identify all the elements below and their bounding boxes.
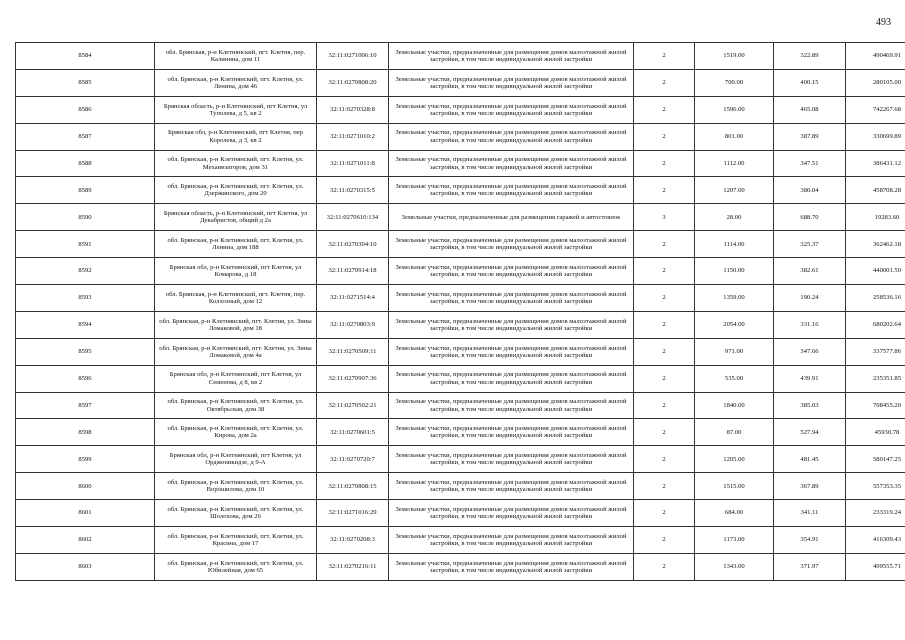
area-cell: 971.00 — [695, 338, 774, 365]
land-use-cell: Земельные участки, предназначенные для размещения домов малоэтажной жилой застройки, в том числе индивидуальной жилой застройки — [389, 419, 634, 446]
row-number: 8590 — [16, 204, 155, 231]
area-cell: 700.00 — [695, 69, 774, 96]
address-cell: Брянская обл, р-н Клетнянский, пгт Клетня, ул Орджоникидзе, д 9-А — [155, 446, 317, 473]
cadastral-number-cell: 32:11:0270304:10 — [317, 231, 389, 258]
group-cell: 2 — [634, 123, 695, 150]
specific-value-cell: 382.61 — [774, 258, 846, 285]
table-row — [16, 96, 905, 123]
cadastral-number-cell: 32:11:0270808:15 — [317, 473, 389, 500]
area-cell: 684.00 — [695, 500, 774, 527]
land-use-cell: Земельные участки, предназначенные для размещения домов малоэтажной жилой застройки, в том числе индивидуальной жилой застройки — [389, 338, 634, 365]
row-number: 8588 — [16, 150, 155, 177]
address-cell: обл. Брянская, р-н Клетнянский, пгт. Клетня, ул. Ленина, дом 46 — [155, 69, 317, 96]
cadastral-value-cell: 580147.25 — [846, 446, 905, 473]
area-cell: 1205.00 — [695, 446, 774, 473]
address-cell: обл. Брянская, р-н Клетнянский, пгт. Клетня, пер. Колхозный, дом 12 — [155, 285, 317, 312]
land-use-cell: Земельные участки, предназначенные для размещения гаражей и автостоянок — [389, 204, 634, 231]
area-cell: 1173.00 — [695, 527, 774, 554]
area-cell: 28.00 — [695, 204, 774, 231]
row-number: 8591 — [16, 231, 155, 258]
table-row — [16, 419, 905, 446]
cadastral-number-cell: 32:11:0270610:134 — [317, 204, 389, 231]
group-cell: 2 — [634, 527, 695, 554]
cadastral-number-cell: 32:11:0270907:36 — [317, 365, 389, 392]
cadastral-value-cell: 490469.91 — [846, 43, 905, 70]
address-cell: Брянская обл, р-н Клетнянский, пгт Клетня, ул Семенова, д 8, кв 2 — [155, 365, 317, 392]
land-use-cell: Земельные участки, предназначенные для размещения домов малоэтажной жилой застройки, в том числе индивидуальной жилой застройки — [389, 285, 634, 312]
row-number: 8584 — [16, 43, 155, 70]
address-cell: Брянская область, р-н Клетнянский, пгт Клетня, ул Туполева, д 5, кв 2 — [155, 96, 317, 123]
land-use-cell: Земельные участки, предназначенные для размещения домов малоэтажной жилой застройки, в том числе индивидуальной жилой застройки — [389, 43, 634, 70]
specific-value-cell: 354.91 — [774, 527, 846, 554]
group-cell: 2 — [634, 446, 695, 473]
address-cell: обл. Брянская, р-н Клетнянский, пгт. Клетня, ул. Октябрьская, дом 38 — [155, 392, 317, 419]
area-cell: 1343.00 — [695, 553, 774, 580]
address-cell: обл. Брянская, р-н Клетнянский, пгт. Клетня, ул. Механизаторов, дом 31 — [155, 150, 317, 177]
row-number: 8599 — [16, 446, 155, 473]
address-cell: обл. Брянская, р-н Клетнянский, пгт. Клетня, ул. Юбилейная, дом 65 — [155, 553, 317, 580]
specific-value-cell: 371.97 — [774, 553, 846, 580]
group-cell: 2 — [634, 96, 695, 123]
cadastral-value-cell: 742267.68 — [846, 96, 905, 123]
specific-value-cell: 347.51 — [774, 150, 846, 177]
cadastral-number-cell: 32:11:0270808:20 — [317, 69, 389, 96]
land-use-cell: Земельные участки, предназначенные для размещения домов малоэтажной жилой застройки, в том числе индивидуальной жилой застройки — [389, 258, 634, 285]
table-row — [16, 527, 905, 554]
specific-value-cell: 387.89 — [774, 123, 846, 150]
group-cell: 2 — [634, 500, 695, 527]
group-cell: 3 — [634, 204, 695, 231]
specific-value-cell: 380.04 — [774, 177, 846, 204]
cadastral-value-cell: 258536.16 — [846, 285, 905, 312]
specific-value-cell: 367.89 — [774, 473, 846, 500]
cadastral-number-cell: 32:11:0271011:8 — [317, 150, 389, 177]
cadastral-value-cell: 440001.50 — [846, 258, 905, 285]
table-row — [16, 123, 905, 150]
group-cell: 2 — [634, 69, 695, 96]
table-row — [16, 553, 905, 580]
area-cell: 1596.00 — [695, 96, 774, 123]
area-cell: 801.00 — [695, 123, 774, 150]
cadastral-number-cell: 32:11:0270509:11 — [317, 338, 389, 365]
specific-value-cell: 527.94 — [774, 419, 846, 446]
table-body — [16, 43, 905, 581]
cadastral-value-cell: 330699.89 — [846, 123, 905, 150]
specific-value-cell: 341.11 — [774, 500, 846, 527]
land-use-cell: Земельные участки, предназначенные для размещения домов малоэтажной жилой застройки, в том числе индивидуальной жилой застройки — [389, 69, 634, 96]
cadastral-number-cell: 32:11:0271010:2 — [317, 123, 389, 150]
address-cell: обл. Брянская, р-н Клетнянский, пгт. Клетня, пер. Калинина, дом 11 — [155, 43, 317, 70]
specific-value-cell: 688.70 — [774, 204, 846, 231]
address-cell: обл. Брянская, р-н Клетнянский, пгт. Клетня, ул. Ленина, дом 188 — [155, 231, 317, 258]
area-cell: 1112.00 — [695, 150, 774, 177]
area-cell: 1515.00 — [695, 473, 774, 500]
land-use-cell: Земельные участки, предназначенные для размещения домов малоэтажной жилой застройки, в том числе индивидуальной жилой застройки — [389, 123, 634, 150]
address-cell: обл. Брянская, р-н Клетнянский, пгт. Клетня, ул. Шолохова, дом 26 — [155, 500, 317, 527]
group-cell: 2 — [634, 553, 695, 580]
table-row — [16, 311, 905, 338]
table-row — [16, 150, 905, 177]
specific-value-cell: 347.66 — [774, 338, 846, 365]
specific-value-cell: 400.15 — [774, 69, 846, 96]
cadastral-value-cell: 416309.43 — [846, 527, 905, 554]
cadastral-value-cell: 280105.00 — [846, 69, 905, 96]
group-cell: 2 — [634, 258, 695, 285]
cadastral-number-cell: 32:11:0270502:21 — [317, 392, 389, 419]
page-number: 493 — [876, 17, 891, 28]
row-number: 8602 — [16, 527, 155, 554]
area-cell: 1519.00 — [695, 43, 774, 70]
row-number: 8603 — [16, 553, 155, 580]
table-row — [16, 338, 905, 365]
address-cell: Брянская обл, р-н Клетнянский, пгт Клетня, ул Комарова, д 18 — [155, 258, 317, 285]
cadastral-number-cell: 32:11:0271514:4 — [317, 285, 389, 312]
land-use-cell: Земельные участки, предназначенные для размещения домов малоэтажной жилой застройки, в том числе индивидуальной жилой застройки — [389, 231, 634, 258]
group-cell: 2 — [634, 311, 695, 338]
cadastral-value-cell: 499555.71 — [846, 553, 905, 580]
cadastral-number-cell: 32:11:0270914:18 — [317, 258, 389, 285]
specific-value-cell: 331.16 — [774, 311, 846, 338]
area-cell: 1840.00 — [695, 392, 774, 419]
cadastral-number-cell: 32:11:0271006:10 — [317, 43, 389, 70]
cadastral-number-cell: 32:11:0270216:11 — [317, 553, 389, 580]
land-use-cell: Земельные участки, предназначенные для размещения домов малоэтажной жилой застройки, в том числе индивидуальной жилой застройки — [389, 150, 634, 177]
row-number: 8593 — [16, 285, 155, 312]
table-row — [16, 365, 905, 392]
cadastral-number-cell: 32:11:0270720:7 — [317, 446, 389, 473]
group-cell: 2 — [634, 231, 695, 258]
land-use-cell: Земельные участки, предназначенные для размещения домов малоэтажной жилой застройки, в том числе индивидуальной жилой застройки — [389, 473, 634, 500]
address-cell: обл. Брянская, р-н Клетнянский, пгт. Клетня, ул. Ворошилова, дом 10 — [155, 473, 317, 500]
specific-value-cell: 481.45 — [774, 446, 846, 473]
cadastral-value-cell: 235351.85 — [846, 365, 905, 392]
address-cell: обл. Брянская, р-н Клетнянский, пгт. Клетня, ул. Кирова, дом 2а — [155, 419, 317, 446]
cadastral-value-cell: 362462.18 — [846, 231, 905, 258]
group-cell: 2 — [634, 150, 695, 177]
table-row — [16, 446, 905, 473]
row-number: 8592 — [16, 258, 155, 285]
row-number: 8600 — [16, 473, 155, 500]
land-registry-table — [15, 42, 905, 581]
table-row — [16, 473, 905, 500]
land-use-cell: Земельные участки, предназначенные для размещения домов малоэтажной жилой застройки, в том числе индивидуальной жилой застройки — [389, 311, 634, 338]
table-row — [16, 43, 905, 70]
area-cell: 535.00 — [695, 365, 774, 392]
row-number: 8594 — [16, 311, 155, 338]
group-cell: 2 — [634, 419, 695, 446]
cadastral-number-cell: 32:11:0270601:5 — [317, 419, 389, 446]
cadastral-number-cell: 32:11:0270328:8 — [317, 96, 389, 123]
group-cell: 2 — [634, 338, 695, 365]
land-use-cell: Земельные участки, предназначенные для размещения домов малоэтажной жилой застройки, в том числе индивидуальной жилой застройки — [389, 446, 634, 473]
specific-value-cell: 322.89 — [774, 43, 846, 70]
cadastral-value-cell: 458708.28 — [846, 177, 905, 204]
area-cell: 2054.00 — [695, 311, 774, 338]
row-number: 8595 — [16, 338, 155, 365]
table-row — [16, 258, 905, 285]
address-cell: Брянская обл, р-н Клетнянский, пгт Клетня, пер Королева, д 3, кв 2 — [155, 123, 317, 150]
land-use-cell: Земельные участки, предназначенные для размещения домов малоэтажной жилой застройки, в том числе индивидуальной жилой застройки — [389, 365, 634, 392]
cadastral-value-cell: 337577.86 — [846, 338, 905, 365]
land-use-cell: Земельные участки, предназначенные для размещения домов малоэтажной жилой застройки, в том числе индивидуальной жилой застройки — [389, 527, 634, 554]
specific-value-cell: 325.37 — [774, 231, 846, 258]
address-cell: обл. Брянская, р-н Клетнянский, пгт. Клетня, ул. Зины Ломаковой, дом 18 — [155, 311, 317, 338]
cadastral-value-cell: 708455.20 — [846, 392, 905, 419]
address-cell: обл. Брянская, р-н Клетнянский, пгт. Клетня, ул. Красина, дом 17 — [155, 527, 317, 554]
land-use-cell: Земельные участки, предназначенные для размещения домов малоэтажной жилой застройки, в том числе индивидуальной жилой застройки — [389, 177, 634, 204]
row-number: 8601 — [16, 500, 155, 527]
specific-value-cell: 190.24 — [774, 285, 846, 312]
area-cell: 87.00 — [695, 419, 774, 446]
row-number: 8597 — [16, 392, 155, 419]
group-cell: 2 — [634, 473, 695, 500]
area-cell: 1114.00 — [695, 231, 774, 258]
address-cell: обл. Брянская, р-н Клетнянский, пгт. Клетня, ул. Дзержинского, дом 20 — [155, 177, 317, 204]
cadastral-value-cell: 386431.12 — [846, 150, 905, 177]
cadastral-value-cell: 233319.24 — [846, 500, 905, 527]
cadastral-number-cell: 32:11:0270803:9 — [317, 311, 389, 338]
table-row — [16, 392, 905, 419]
area-cell: 1207.00 — [695, 177, 774, 204]
land-use-cell: Земельные участки, предназначенные для размещения домов малоэтажной жилой застройки, в том числе индивидуальной жилой застройки — [389, 553, 634, 580]
row-number: 8598 — [16, 419, 155, 446]
address-cell: обл. Брянская, р-н Клетнянский, пгт. Клетня, ул. Зины Ломаковой, дом 4а — [155, 338, 317, 365]
land-use-cell: Земельные участки, предназначенные для размещения домов малоэтажной жилой застройки, в том числе индивидуальной жилой застройки — [389, 96, 634, 123]
group-cell: 2 — [634, 177, 695, 204]
table-row — [16, 231, 905, 258]
cadastral-value-cell: 557353.35 — [846, 473, 905, 500]
address-cell: Брянская область, р-н Клетнянский, пгт Клетня, ул Декабристов, общий д 2а — [155, 204, 317, 231]
group-cell: 2 — [634, 392, 695, 419]
cadastral-number-cell: 32:11:0270315:5 — [317, 177, 389, 204]
specific-value-cell: 465.08 — [774, 96, 846, 123]
row-number: 8589 — [16, 177, 155, 204]
row-number: 8587 — [16, 123, 155, 150]
table-row — [16, 69, 905, 96]
area-cell: 1150.00 — [695, 258, 774, 285]
group-cell: 2 — [634, 285, 695, 312]
land-use-cell: Земельные участки, предназначенные для размещения домов малоэтажной жилой застройки, в том числе индивидуальной жилой застройки — [389, 500, 634, 527]
table-row — [16, 500, 905, 527]
group-cell: 2 — [634, 365, 695, 392]
group-cell: 2 — [634, 43, 695, 70]
table-row — [16, 285, 905, 312]
area-cell: 1359.00 — [695, 285, 774, 312]
cadastral-number-cell: 32:11:0270208:3 — [317, 527, 389, 554]
specific-value-cell: 385.03 — [774, 392, 846, 419]
land-use-cell: Земельные участки, предназначенные для размещения домов малоэтажной жилой застройки, в том числе индивидуальной жилой застройки — [389, 392, 634, 419]
specific-value-cell: 439.91 — [774, 365, 846, 392]
cadastral-value-cell: 45930.78 — [846, 419, 905, 446]
cadastral-value-cell: 680202.64 — [846, 311, 905, 338]
row-number: 8596 — [16, 365, 155, 392]
cadastral-number-cell: 32:11:0271016:29 — [317, 500, 389, 527]
row-number: 8586 — [16, 96, 155, 123]
table-row — [16, 204, 905, 231]
row-number: 8585 — [16, 69, 155, 96]
cadastral-value-cell: 19283.60 — [846, 204, 905, 231]
table-row — [16, 177, 905, 204]
